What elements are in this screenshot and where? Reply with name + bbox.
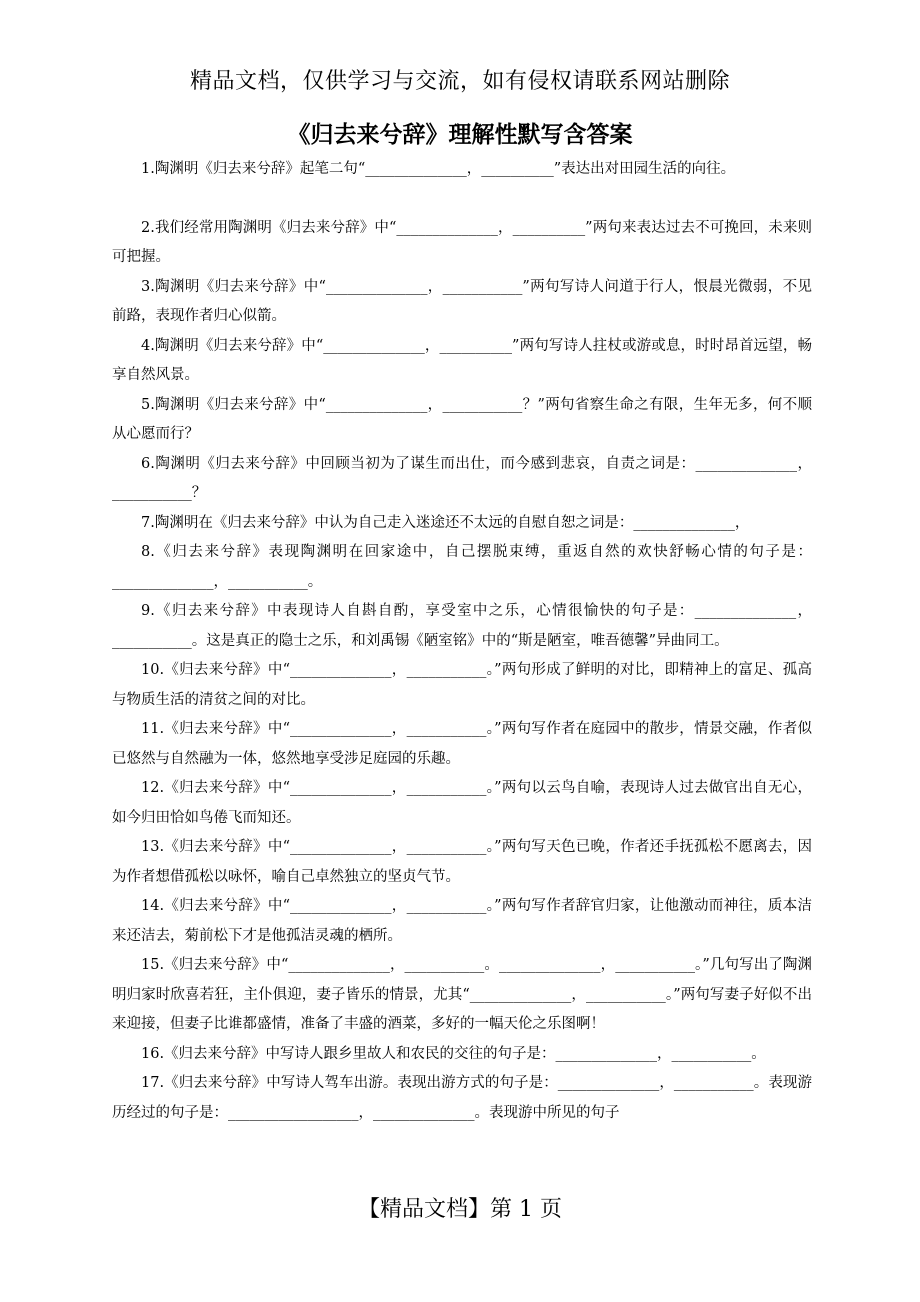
question-list	[112, 155, 812, 1128]
question-item: 2.我们经常用陶渊明《归去来兮辞》中“______________，__________”两句来表达过去不可挽回，未来则可把握。	[112, 219, 812, 265]
question-item: 4.陶渊明《归去来兮辞》中“______________，__________”两句写诗人拄杖或游或息，时时昂首远望，畅享自然风景。	[112, 337, 812, 383]
question-item: 10.《归去来兮辞》中“______________，___________。”两句形成了鲜明的对比，即精神上的富足、孤高与物质生活的清贫之间的对比。	[112, 662, 812, 708]
question-item: 6.陶渊明《归去来兮辞》中回顾当初为了谋生而出仕，而今感到悲哀，自责之词是：______________，___________？	[112, 455, 812, 501]
page-footer: 【精品文档】第 1 页	[358, 1197, 562, 1222]
question-item: 1.陶渊明《归去来兮辞》起笔二句“______________，__________”表达出对田园生活的向往。	[141, 161, 736, 177]
question-item: 12.《归去来兮辞》中“______________，___________。”两句以云鸟自喻，表现诗人过去做官出自无心，如今归田恰如鸟倦飞而知还。	[112, 780, 812, 826]
question-item: 13.《归去来兮辞》中“______________，___________。”两句写天色已晚，作者还手抚孤松不愿离去，因为作者想借孤松以咏怀，喻自己卓然独立的坚贞气节。	[112, 839, 812, 885]
question-item: 14.《归去来兮辞》中“______________，___________。”两句写作者辞官归家，让他激动而神往，质本洁来还洁去，菊前松下才是他孤洁灵魂的栖所。	[112, 898, 812, 944]
copyright-notice: 精品文档，仅供学习与交流，如有侵权请联系网站删除	[189, 69, 730, 94]
question-item: 16.《归去来兮辞》中写诗人跟乡里故人和农民的交往的句子是：______________，___________。	[141, 1045, 766, 1062]
question-item: 15.《归去来兮辞》中“______________，___________。______________，___________。”几句写出了陶渊明归家时欣喜若狂，主仆俱迎，妻子皆乐的情景，尤其“______________，___________。”两句写妻子好似不出来迎接，但妻子比谁都盛情，准备了丰盛的酒菜，多好的一幅天伦之乐图啊！	[112, 957, 812, 1032]
question-item: 7.陶渊明在《归去来兮辞》中认为自己走入迷途还不太远的自慰自恕之词是：______________，	[141, 514, 750, 531]
question-item: 5.陶渊明《归去来兮辞》中“______________，___________？”两句省察生命之有限，生年无多，何不顺从心愿而行？	[112, 396, 812, 442]
question-item: 3.陶渊明《归去来兮辞》中“______________，___________”两句写诗人问道于行人，恨晨光微弱，不见前路，表现作者归心似箭。	[112, 278, 812, 324]
question-item: 17.《归去来兮辞》中写诗人驾车出游。表现出游方式的句子是：______________，___________。表现游历经过的句子是：__________________，______________。表现游中所见的句子	[112, 1075, 812, 1121]
question-item: 11.《归去来兮辞》中“______________，___________。”两句写作者在庭园中的散步，情景交融，作者似已悠然与自然融为一体，悠然地享受涉足庭园的乐趣。	[112, 721, 812, 767]
question-item: 8.《归去来兮辞》表现陶渊明在回家途中，自己摆脱束缚，重返自然的欢快舒畅心情的句子是：______________，___________。	[112, 544, 812, 590]
page-title: 《归去来兮辞》理解性默写含答案	[287, 121, 633, 148]
question-item: 9.《归去来兮辞》中表现诗人自斟自酌，享受室中之乐，心情很愉快的句子是：______________，___________。这是真正的隐士之乐，和刘禹锡《陋室铭》中的“斯是陋室，唯吾德馨”异曲同工。	[112, 603, 812, 649]
